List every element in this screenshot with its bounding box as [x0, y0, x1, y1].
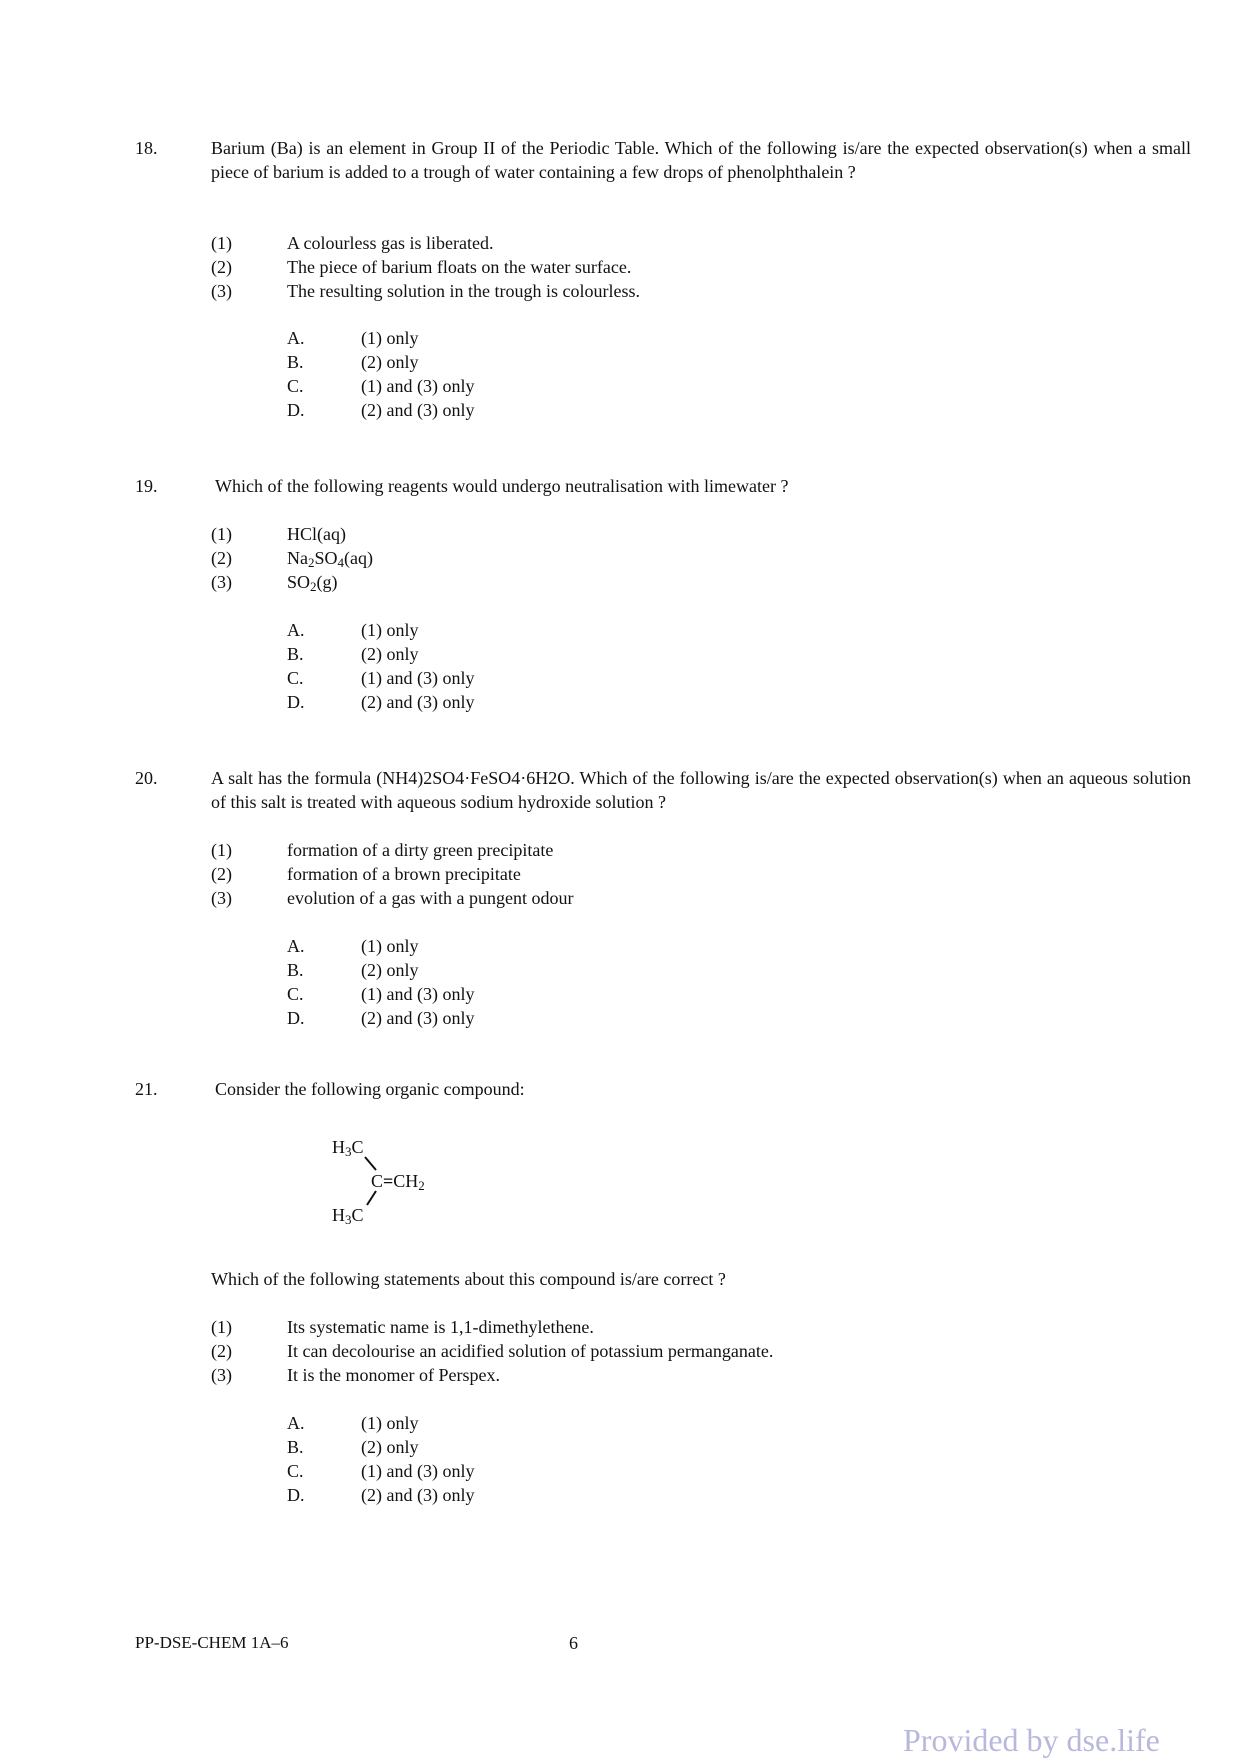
option-c[interactable]: C. (1) and (3) only [287, 668, 475, 688]
option-c[interactable]: C. (1) and (3) only [287, 984, 475, 1004]
statement-1: (1) HCl(aq) [211, 524, 346, 544]
formula-so2: $SO_2(g)$ [287, 572, 338, 594]
paper-code: PP-DSE-CHEM 1A–6 [135, 1633, 289, 1652]
question-stem: A salt has the formula (NH4)2SO4·FeSO4·6H2O. Which of the following is/are the expected observation(s) when an aqueous solution of this salt is treated with aqueous sodium hydroxide solution ? [211, 768, 1191, 812]
methyl-group-bottom: $H_3C$ [332, 1205, 364, 1227]
option-a[interactable]: A. (1) only [287, 936, 419, 956]
option-d[interactable]: D. (2) and (3) only [287, 1008, 475, 1028]
question-stem: Consider the following organic compound: [215, 1079, 525, 1099]
question-number: 21. [135, 1079, 158, 1099]
option-b[interactable]: B. (2) only [287, 352, 419, 372]
methyl-group-top: $H_3C$ [332, 1137, 364, 1159]
statement-1: (1) Its systematic name is 1,1-dimethylethene. [211, 1317, 594, 1337]
option-d[interactable]: D. (2) and (3) only [287, 692, 475, 712]
question-number: 18. [135, 138, 158, 158]
statement-3: (3) $SO_2(g)$ [211, 572, 338, 594]
alkene-center: $C=CH_2$ [371, 1171, 425, 1193]
statement-3: (3) The resulting solution in the trough is colourless. [211, 281, 640, 301]
question-stem: Barium (Ba) is an element in Group II of the Periodic Table. Which of the following is/are the expected observation(s) when a small piece of barium is added to a trough of water containing a few drops of phenolphthalein ? [211, 138, 1191, 182]
option-b[interactable]: B. (2) only [287, 1437, 419, 1457]
statement-2: (2) $Na_2SO_4(aq)$ [211, 548, 374, 570]
page-number: 6 [569, 1633, 578, 1653]
option-b[interactable]: B. (2) only [287, 644, 419, 664]
option-c[interactable]: C. (1) and (3) only [287, 376, 475, 396]
watermark-text[interactable]: Provided by dse.life [903, 1722, 1160, 1758]
bond-lines [320, 1135, 480, 1230]
statement-2: (2) It can decolourise an acidified solution of potassium permanganate. [211, 1341, 774, 1361]
statement-3: (3) evolution of a gas with a pungent odour [211, 888, 574, 908]
question-stem: Which of the following reagents would undergo neutralisation with limewater ? [215, 476, 789, 496]
option-a[interactable]: A. (1) only [287, 620, 419, 640]
option-c[interactable]: C. (1) and (3) only [287, 1461, 475, 1481]
statement-1: (1) formation of a dirty green precipitate [211, 840, 554, 860]
option-d[interactable]: D. (2) and (3) only [287, 1485, 475, 1505]
question-number: 20. [135, 768, 158, 788]
option-a[interactable]: A. (1) only [287, 1413, 419, 1433]
option-b[interactable]: B. (2) only [287, 960, 419, 980]
statement-1: (1) A colourless gas is liberated. [211, 233, 494, 253]
option-d[interactable]: D. (2) and (3) only [287, 400, 475, 420]
question-stem-2: Which of the following statements about this compound is/are correct ? [211, 1269, 726, 1289]
statement-3: (3) It is the monomer of Perspex. [211, 1365, 500, 1385]
question-number: 19. [135, 476, 158, 496]
formula-na2so4: $Na_2SO_4(aq)$ [287, 548, 374, 570]
statement-2: (2) The piece of barium floats on the water surface. [211, 257, 632, 277]
structural-formula [320, 1135, 480, 1230]
option-a[interactable]: A. (1) only [287, 328, 419, 348]
statement-2: (2) formation of a brown precipitate [211, 864, 521, 884]
